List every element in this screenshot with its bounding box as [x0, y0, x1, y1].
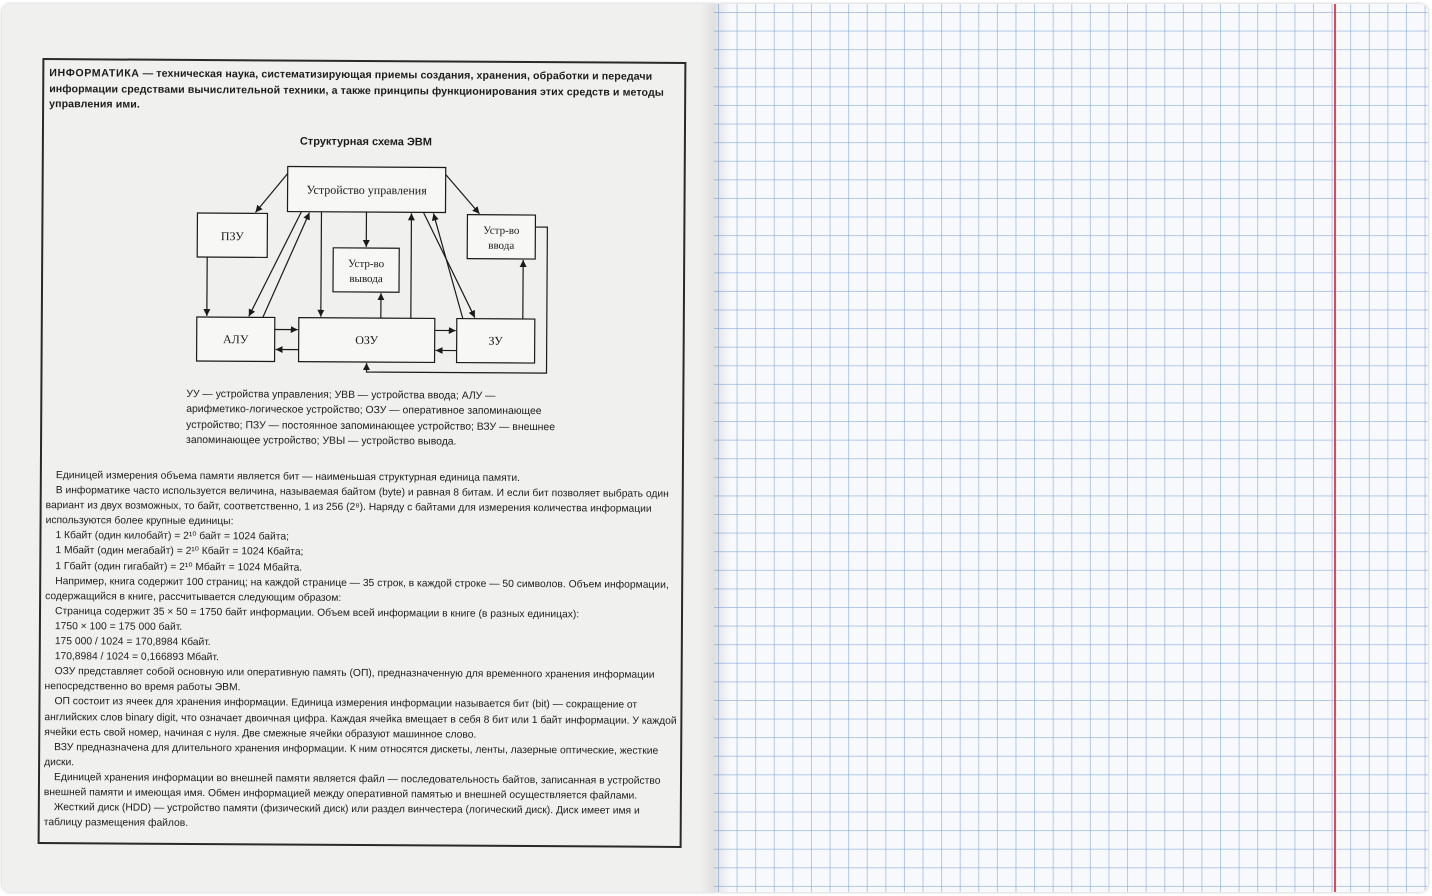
arrow-control-to-input: [445, 175, 479, 214]
arrow-alu-to-control: [263, 212, 310, 317]
grid-page: [714, 4, 1428, 892]
input-device-label-1: Устр-во: [483, 224, 520, 237]
body-text: [44, 468, 682, 834]
notebook-spread: [2, 4, 1428, 892]
paragraph-book-example: Например, книга содержит 100 страниц; на каждой странице — 35 строк, в каждой строке — 50 символов. Объем информации, содержащийся в книге, рассчитывается следующим образом:: [45, 575, 669, 604]
paragraph-bit: Единицей измерения объема памяти является бит — наименьшая структурная единица памяти.: [55, 470, 521, 484]
left-page: [2, 4, 714, 892]
definition-text: — техническая наука, систематизирующая приемы создания, хранения, обработки и передачи информации средствами вычислительной техники, а также принципы функционирования этих средств и методы управления ими.: [49, 67, 664, 111]
rom-label: ПЗУ: [220, 229, 244, 244]
paragraph-page-content: Страница содержит 35 × 50 = 1750 байт информации. Объем всей информации в книге (в разных единицах):: [54, 605, 580, 621]
paragraph-byte: В информатике часто используется величина, называемая байтом (byte) и равная 8 битам. И если бит позволяет выбрать один вариант из двух возможных, то байт, соответственно, 1 из 256 (2⁸). Наряду с байтами для измерения количества информации используются более крупные единицы:: [45, 485, 669, 528]
definition: [49, 66, 681, 116]
output-device-label-2: вывода: [349, 272, 383, 286]
info-frame: [38, 58, 687, 848]
paragraph-memory-cells: ОП состоит из ячеек для хранения информации. Единица измерения информации называется бит (bit) — сокращение от английских слов binary digit, что означает двоичная цифра. Каждая ячейка вмещает в себя 8 бит или 1 байт информации. У каждой ячейки есть свой номер, начиная с нуля. Две смежные ячейки образуют машинное слово.: [44, 696, 677, 741]
unit-megabyte: 1 Мбайт (один мегабайт) = 2¹⁰ Кбайт = 1024 Кбайта;: [55, 545, 304, 559]
scheme-legend: УУ — устройства управления; УВВ — устройства ввода; АЛУ — арифметико-логическое устройство; ОЗУ — оперативное запоминающее устройство; ПЗУ — постоянное запоминающее устройство; ВЗУ — внешнее запоминающее устройство; УВЫ — устройство вывода.: [186, 388, 556, 448]
margin-line: [1334, 4, 1336, 892]
definition-term: ИНФОРМАТИКА: [49, 67, 140, 80]
unit-kilobyte: 1 Кбайт (один килобайт) = 2¹⁰ байт = 1024 байта;: [55, 530, 290, 543]
arrow-ram-to-control: [411, 213, 412, 318]
paragraph-ram: ОЗУ представляет собой основную или оперативную память (ОП), предназначенную для временного хранения информации непосредственно во время работы ЭВМ.: [44, 666, 655, 694]
arrow-control-to-rom: [255, 173, 287, 212]
storage-label: ЗУ: [488, 333, 503, 348]
scheme-title: Структурная схема ЭВМ: [299, 135, 432, 149]
ram-label: ОЗУ: [355, 332, 379, 348]
calc-kilobytes: 175 000 / 1024 = 170,8984 Кбайт.: [54, 636, 211, 649]
arrow-control-to-ram-left: [321, 212, 322, 317]
calc-bytes: 1750 × 100 = 175 000 байт.: [54, 621, 183, 633]
computer-structure-diagram: [182, 161, 553, 383]
calc-megabytes: 170,8984 / 1024 = 0,166893 Мбайт.: [54, 651, 219, 664]
paragraph-external-storage: ВЗУ предназначена для длительного хранения информации. К ним относятся дискеты, ленты, лазерные оптические, жесткие диски.: [44, 741, 659, 769]
unit-gigabyte: 1 Гбайт (один гигабайт) = 2¹⁰ Мбайт = 1024 Мбайта.: [55, 560, 303, 574]
input-device-label-2: ввода: [488, 239, 515, 252]
paragraph-file: Единицей хранения информации во внешней памяти является файл — последовательность байтов, записанная в устройство внешней памяти и имеющая имя. Обмен информацией между оперативной памятью и внешней осуществляется файлами.: [43, 771, 661, 802]
output-device-label-1: Устр-во: [348, 257, 385, 271]
control-unit-label: Устройство управления: [306, 182, 427, 198]
arrow-storage-to-control: [433, 213, 464, 318]
paragraph-hdd: Жесткий диск (HDD) — устройство памяти (физический диск) или раздел винчестера (логический диск). Диск имеет имя и таблицу размещения файлов.: [43, 802, 640, 830]
alu-label: АЛУ: [222, 332, 249, 347]
